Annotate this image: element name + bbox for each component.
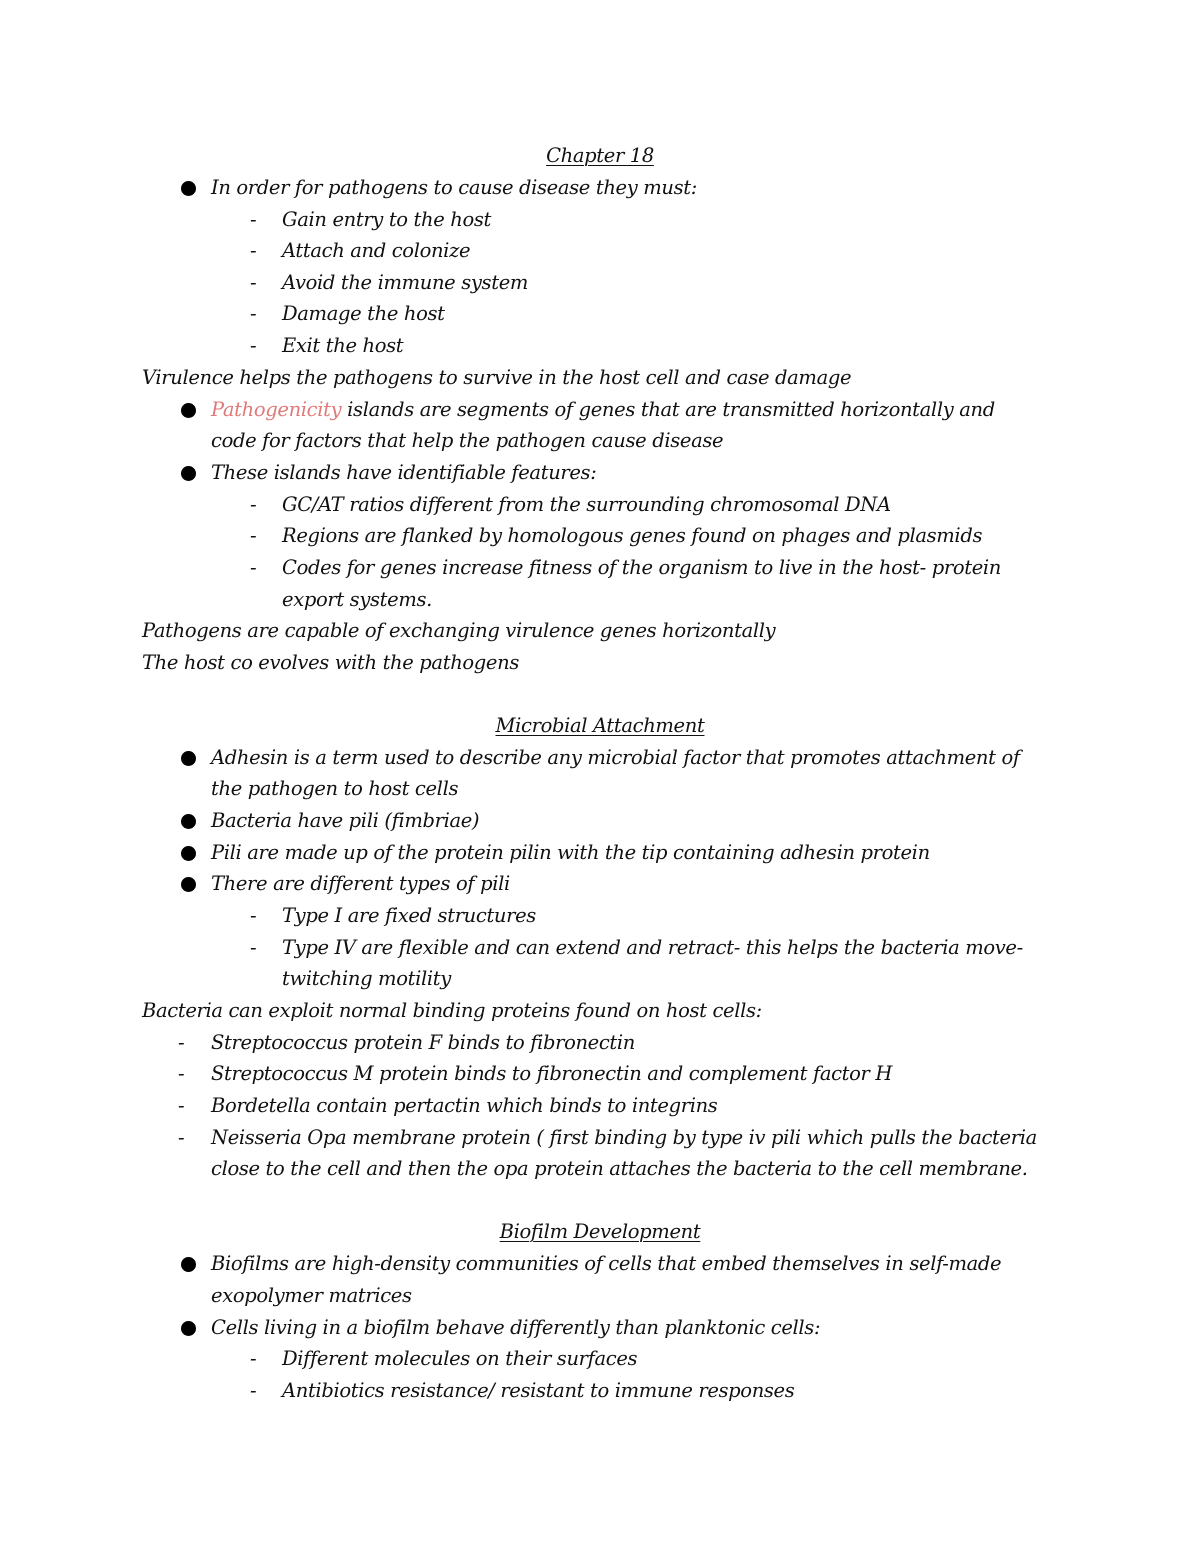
dash-marker: - xyxy=(250,271,257,294)
dash-marker: - xyxy=(178,1126,185,1149)
dash-marker: - xyxy=(250,239,257,262)
dash-marker: - xyxy=(250,556,257,579)
list-item: Neisseria Opa membrane protein ( first binding by type iv pili which pulls the bacteria xyxy=(211,1126,1037,1149)
paragraph-line: Bacteria can exploit normal binding proteins found on host cells: xyxy=(142,999,762,1022)
bullet-text-continued: exopolymer matrices xyxy=(211,1284,412,1307)
bullet-dot xyxy=(181,181,196,196)
bullet-dot xyxy=(181,1321,196,1336)
sub-item: Antibiotics resistance/ resistant to immune responses xyxy=(282,1379,795,1402)
dash-marker: - xyxy=(250,208,257,231)
highlighted-term: Pathogenicity xyxy=(211,398,342,421)
dash-marker: - xyxy=(178,1062,185,1085)
bullet-dot xyxy=(181,751,196,766)
dash-marker: - xyxy=(250,524,257,547)
dash-marker: - xyxy=(250,1379,257,1402)
list-item-continued: close to the cell and then the opa protein attaches the bacteria to the cell membrane. xyxy=(211,1157,1028,1180)
dash-marker: - xyxy=(250,302,257,325)
bullet-text: In order for pathogens to cause disease they must: xyxy=(211,176,697,199)
section-title: Microbial Attachment xyxy=(495,714,705,737)
bullet-text: Pili are made up of the protein pilin with the tip containing adhesin protein xyxy=(211,841,930,864)
bullet-dot xyxy=(181,1257,196,1272)
sub-item: Gain entry to the host xyxy=(282,208,492,231)
sub-item-continued: twitching motility xyxy=(282,967,451,990)
dash-marker: - xyxy=(250,493,257,516)
sub-item: Codes for genes increase fitness of the organism to live in the host- protein xyxy=(282,556,1002,579)
bullet-text-continued: code for factors that help the pathogen cause disease xyxy=(211,429,724,452)
bullet-text xyxy=(211,394,995,426)
bullet-dot xyxy=(181,814,196,829)
dash-marker: - xyxy=(250,904,257,927)
bullet-dot xyxy=(181,877,196,892)
sub-item-continued: export systems. xyxy=(282,588,432,611)
sub-item: Avoid the immune system xyxy=(282,271,529,294)
sub-item: Regions are flanked by homologous genes found on phages and plasmids xyxy=(282,524,983,547)
sub-item: Attach and colonize xyxy=(282,239,471,262)
dash-marker: - xyxy=(250,1347,257,1370)
bullet-dot xyxy=(181,403,196,418)
paragraph-line: Virulence helps the pathogens to survive in the host cell and case damage xyxy=(142,366,852,389)
bullet-text-continued: the pathogen to host cells xyxy=(211,777,459,800)
sub-item: Different molecules on their surfaces xyxy=(282,1347,638,1370)
list-item: Streptococcus M protein binds to fibronectin and complement factor H xyxy=(211,1062,893,1085)
dash-marker: - xyxy=(250,334,257,357)
dash-marker: - xyxy=(178,1031,185,1054)
dash-marker: - xyxy=(178,1094,185,1117)
paragraph-line: Pathogens are capable of exchanging virulence genes horizontally xyxy=(142,619,776,642)
section-title: Biofilm Development xyxy=(499,1220,701,1243)
sub-item: Exit the host xyxy=(282,334,404,357)
bullet-text: Biofilms are high-density communities of cells that embed themselves in self-made xyxy=(211,1252,1002,1275)
sub-item: Type I are fixed structures xyxy=(282,904,536,927)
list-item: Bordetella contain pertactin which binds to integrins xyxy=(211,1094,718,1117)
bullet-dot xyxy=(181,846,196,861)
bullet-text: Adhesin is a term used to describe any microbial factor that promotes attachment of xyxy=(211,746,1020,769)
bullet-text-rest: islands are segments of genes that are transmitted horizontally and xyxy=(341,398,995,421)
dash-marker: - xyxy=(250,936,257,959)
sub-item: GC/AT ratios different from the surrounding chromosomal DNA xyxy=(282,493,891,516)
bullet-text: These islands have identifiable features: xyxy=(211,461,597,484)
sub-item: Damage the host xyxy=(282,302,445,325)
list-item: Streptococcus protein F binds to fibronectin xyxy=(211,1031,636,1054)
bullet-text: Cells living in a biofilm behave differently than planktonic cells: xyxy=(211,1316,821,1339)
paragraph-line: The host co evolves with the pathogens xyxy=(142,651,519,674)
chapter-title: Chapter 18 xyxy=(546,144,654,167)
bullet-dot xyxy=(181,466,196,481)
sub-item: Type IV are flexible and can extend and retract- this helps the bacteria move- xyxy=(282,936,1023,959)
bullet-text: Bacteria have pili (fimbriae) xyxy=(211,809,480,832)
bullet-text: There are different types of pili xyxy=(211,872,510,895)
